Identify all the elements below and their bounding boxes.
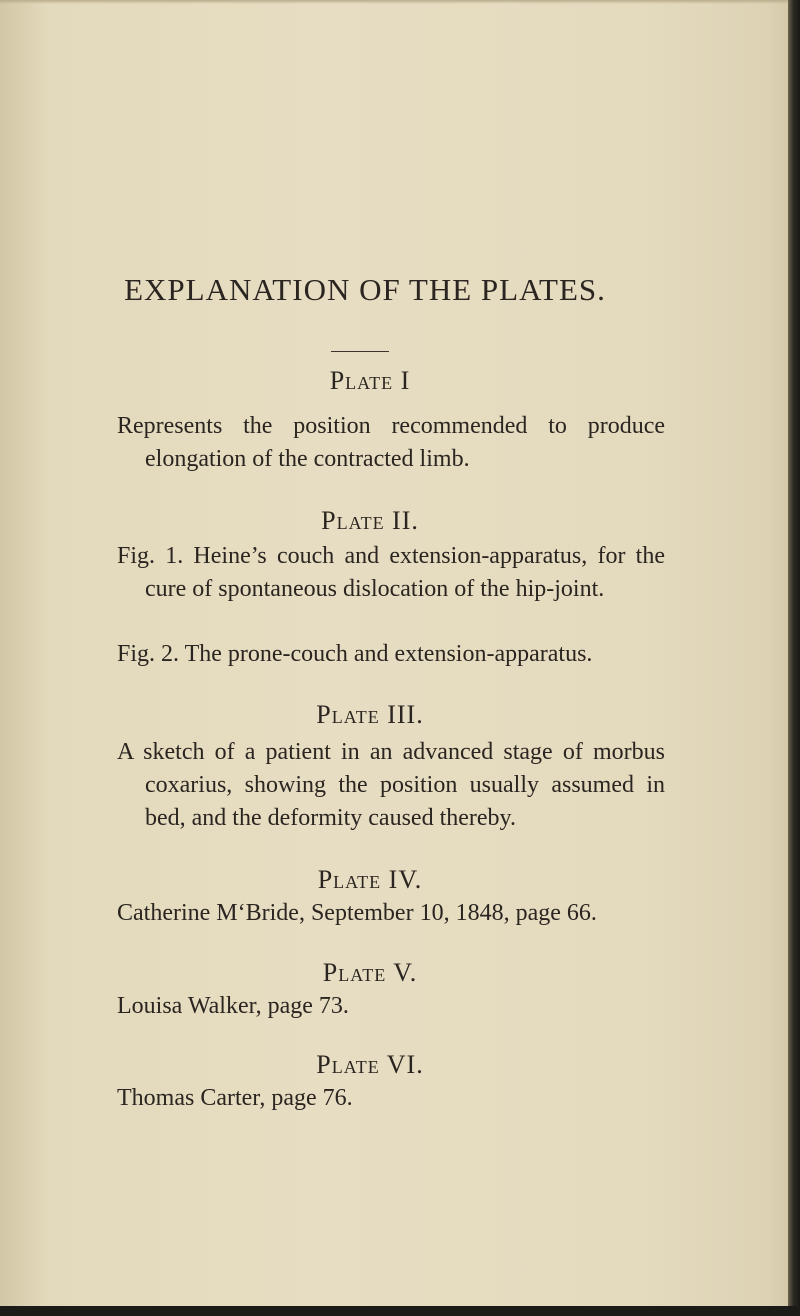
plate-4-heading: Plate IV. bbox=[317, 865, 423, 894]
page-top-edge bbox=[0, 0, 800, 4]
page-title: EXPLANATION OF THE PLATES. bbox=[124, 272, 606, 307]
plate-2-heading: Plate II. bbox=[321, 506, 419, 535]
title-rule bbox=[331, 351, 389, 352]
plate-6-heading: Plate VI. bbox=[316, 1050, 424, 1079]
plate-4-description: Catherine M‘Bride, September 10, 1848, page 66. bbox=[117, 900, 597, 926]
plate-3-description: A sketch of a patient in an advanced stage of morbus coxarius, showing the position usually assumed in bed, and the deformity caused thereby. bbox=[117, 739, 665, 831]
plate-1-heading: Plate I bbox=[329, 366, 411, 395]
plate-5-description: Louisa Walker, page 73. bbox=[117, 993, 349, 1019]
page-bottom-edge bbox=[0, 1306, 800, 1316]
book-spine-edge bbox=[788, 0, 800, 1316]
plate-1-description: Represents the position recommended to produce elongation of the contracted limb. bbox=[117, 413, 665, 472]
plate-2-fig-1: Fig. 1. Heine’s couch and extension-apparatus, for the cure of spontaneous dislocation of the hip-joint. bbox=[117, 543, 665, 602]
plate-3-heading: Plate III. bbox=[316, 700, 424, 729]
plate-2-fig-2: Fig. 2. The prone-couch and extension-apparatus. bbox=[117, 641, 593, 667]
plate-6-description: Thomas Carter, page 76. bbox=[117, 1085, 353, 1111]
plate-5-heading: Plate V. bbox=[322, 958, 418, 987]
